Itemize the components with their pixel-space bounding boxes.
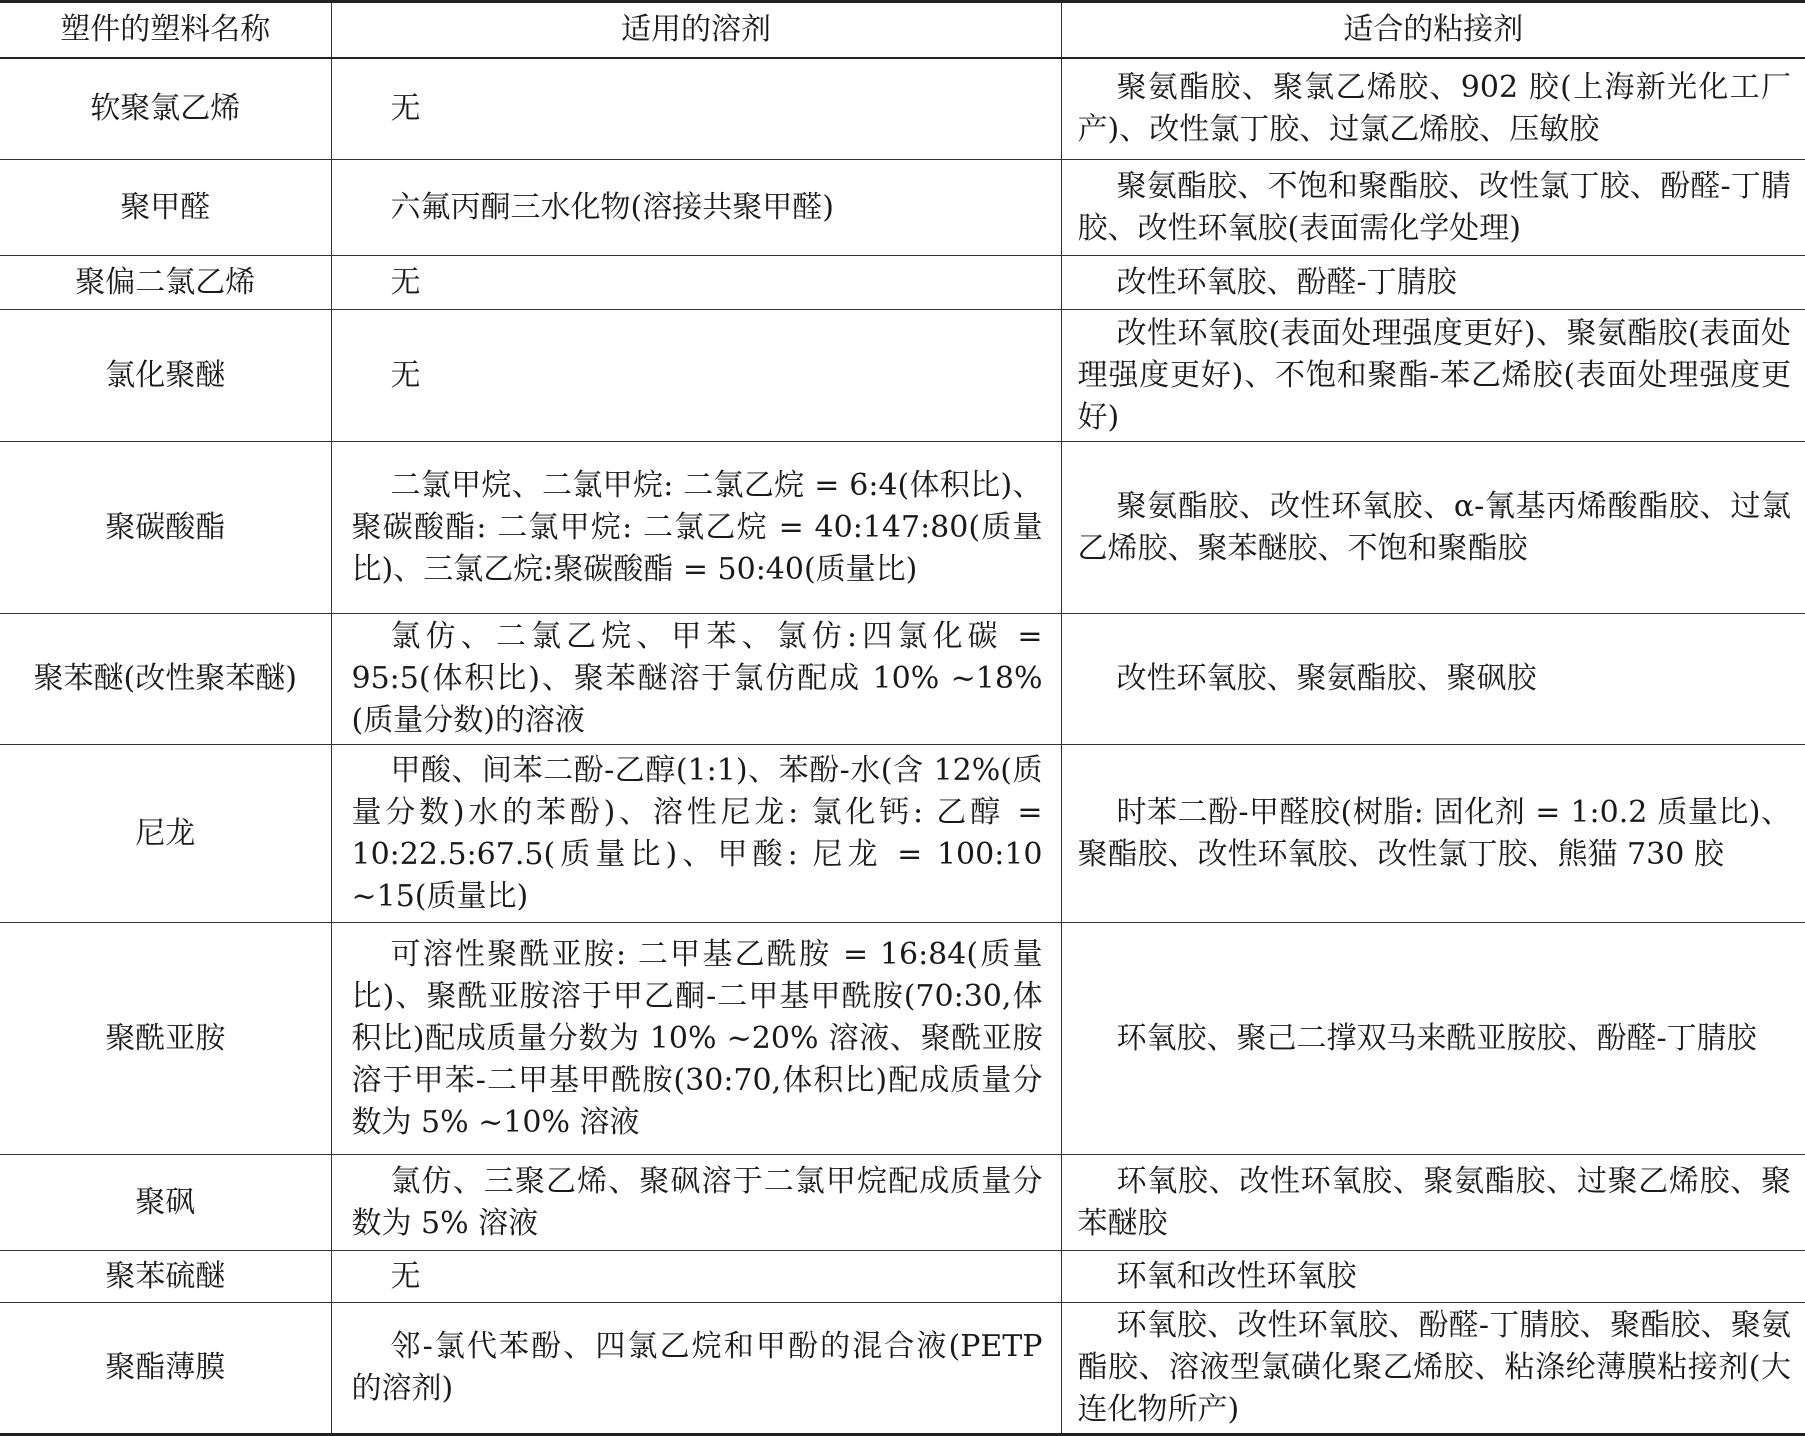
table-row bbox=[0, 614, 1805, 745]
adhesive-cell: 环氧胶、改性环氧胶、聚氨酯胶、过聚乙烯胶、聚苯醚胶 bbox=[1061, 1155, 1805, 1251]
solvent-cell: 甲酸、间苯二酚-乙醇(1:1)、苯酚-水(含 12%(质量分数)水的苯酚)、溶性尼龙: 氯化钙: 乙醇 = 10:22.5:67.5(质量比)、甲酸: 尼龙 = 100:10 ~15(质量比) bbox=[331, 745, 1061, 923]
header-row bbox=[0, 2, 1805, 58]
solvent-cell: 邻-氯代苯酚、四氯乙烷和甲酚的混合液(PETP 的溶剂) bbox=[331, 1303, 1061, 1435]
adhesive-cell: 聚氨酯胶、改性环氧胶、α-氰基丙烯酸酯胶、过氯乙烯胶、聚苯醚胶、不饱和聚酯胶 bbox=[1061, 442, 1805, 614]
plastic-cell: 聚碳酸酯 bbox=[0, 442, 331, 614]
adhesive-cell: 改性环氧胶(表面处理强度更好)、聚氨酯胶(表面处理强度更好)、不饱和聚酯-苯乙烯胶(表面处理强度更好) bbox=[1061, 310, 1805, 442]
solvent-cell: 氯仿、二氯乙烷、甲苯、氯仿:四氯化碳 = 95:5(体积比)、聚苯醚溶于氯仿配成 10% ~18%(质量分数)的溶液 bbox=[331, 614, 1061, 745]
plastic-cell: 尼龙 bbox=[0, 745, 331, 923]
adhesive-cell: 时苯二酚-甲醛胶(树脂: 固化剂 = 1:0.2 质量比)、聚酯胶、改性环氧胶、改性氯丁胶、熊猫 730 胶 bbox=[1061, 745, 1805, 923]
adhesive-cell: 环氧胶、聚己二撑双马来酰亚胺胶、酚醛-丁腈胶 bbox=[1061, 923, 1805, 1155]
plastic-cell: 聚苯硫醚 bbox=[0, 1251, 331, 1303]
table-row bbox=[0, 310, 1805, 442]
adhesive-cell: 聚氨酯胶、聚氯乙烯胶、902 胶(上海新光化工厂产)、改性氯丁胶、过氯乙烯胶、压敏胶 bbox=[1061, 58, 1805, 160]
header-solvent: 适用的溶剂 bbox=[331, 2, 1061, 58]
solvent-cell: 可溶性聚酰亚胺: 二甲基乙酰胺 = 16:84(质量比)、聚酰亚胺溶于甲乙酮-二甲基甲酰胺(70:30,体积比)配成质量分数为 10% ~20% 溶液、聚酰亚胺溶于甲苯-二甲基甲酰胺(30:70,体积比)配成质量分数为 5% ~10% 溶液 bbox=[331, 923, 1061, 1155]
plastic-cell: 聚酯薄膜 bbox=[0, 1303, 331, 1435]
solvent-cell: 无 bbox=[331, 256, 1061, 310]
adhesive-cell: 改性环氧胶、酚醛-丁腈胶 bbox=[1061, 256, 1805, 310]
table-row bbox=[0, 256, 1805, 310]
plastic-cell: 软聚氯乙烯 bbox=[0, 58, 331, 160]
header-plastic: 塑件的塑料名称 bbox=[0, 2, 331, 58]
table-row bbox=[0, 442, 1805, 614]
table-row bbox=[0, 923, 1805, 1155]
adhesive-cell: 环氧胶、改性环氧胶、酚醛-丁腈胶、聚酯胶、聚氨酯胶、溶液型氯磺化聚乙烯胶、粘涤纶薄膜粘接剂(大连化物所产) bbox=[1061, 1303, 1805, 1435]
plastic-cell: 聚苯醚(改性聚苯醚) bbox=[0, 614, 331, 745]
solvent-cell: 无 bbox=[331, 310, 1061, 442]
plastic-cell: 聚酰亚胺 bbox=[0, 923, 331, 1155]
solvent-cell: 二氯甲烷、二氯甲烷: 二氯乙烷 = 6:4(体积比)、聚碳酸酯: 二氯甲烷: 二氯乙烷 = 40:147:80(质量比)、三氯乙烷:聚碳酸酯 = 50:40(质量比) bbox=[331, 442, 1061, 614]
solvent-cell: 六氟丙酮三水化物(溶接共聚甲醛) bbox=[331, 160, 1061, 256]
plastic-cell: 氯化聚醚 bbox=[0, 310, 331, 442]
table-row bbox=[0, 1303, 1805, 1435]
table-row bbox=[0, 1155, 1805, 1251]
adhesive-cell: 聚氨酯胶、不饱和聚酯胶、改性氯丁胶、酚醛-丁腈胶、改性环氧胶(表面需化学处理) bbox=[1061, 160, 1805, 256]
solvent-cell: 氯仿、三聚乙烯、聚砜溶于二氯甲烷配成质量分数为 5% 溶液 bbox=[331, 1155, 1061, 1251]
solvent-cell: 无 bbox=[331, 58, 1061, 160]
table-row bbox=[0, 1251, 1805, 1303]
solvent-cell: 无 bbox=[331, 1251, 1061, 1303]
adhesive-cell: 环氧和改性环氧胶 bbox=[1061, 1251, 1805, 1303]
adhesive-cell: 改性环氧胶、聚氨酯胶、聚砜胶 bbox=[1061, 614, 1805, 745]
table-row bbox=[0, 745, 1805, 923]
plastic-cell: 聚砜 bbox=[0, 1155, 331, 1251]
plastic-cell: 聚偏二氯乙烯 bbox=[0, 256, 331, 310]
plastic-cell: 聚甲醛 bbox=[0, 160, 331, 256]
table-row bbox=[0, 160, 1805, 256]
table-row bbox=[0, 58, 1805, 160]
header-adhesive: 适合的粘接剂 bbox=[1061, 2, 1805, 58]
